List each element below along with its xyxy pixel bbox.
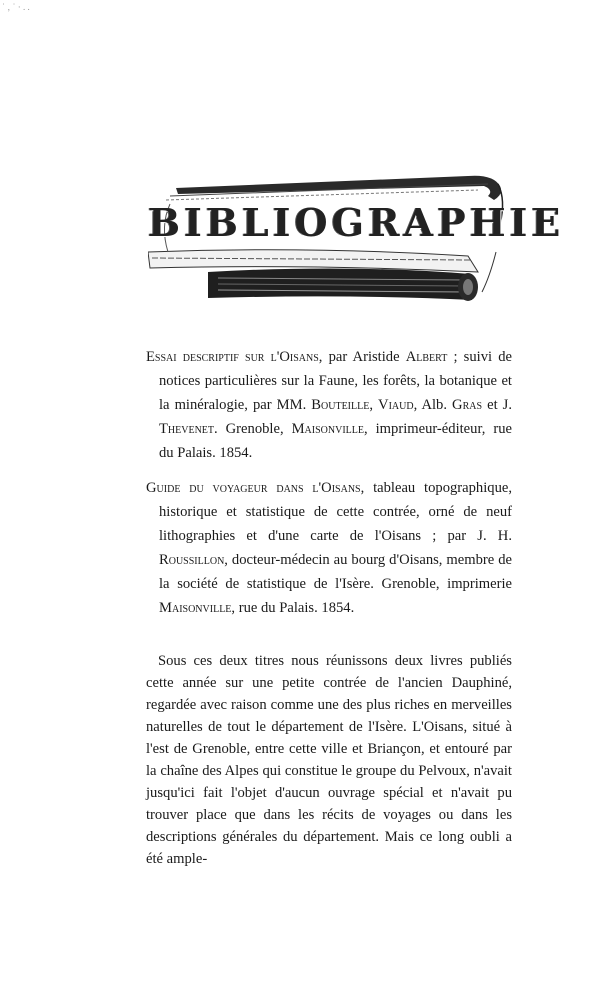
entry-coauthor: Viaud	[378, 397, 414, 413]
entry-text	[146, 345, 512, 465]
entry-publisher: Maisonville	[159, 600, 232, 616]
entry-coauthor: Bouteille	[311, 397, 370, 413]
entry-author: Albert	[405, 349, 448, 365]
body-text	[146, 650, 512, 870]
entry-coauthor: Gras	[452, 397, 483, 413]
entry-text-segment: , rue du Palais. 1854.	[231, 600, 355, 616]
entry-text-segment: et J.	[482, 397, 512, 413]
entry-author: Roussillon	[159, 552, 225, 568]
entry-text-segment: . Grenoble,	[214, 421, 292, 437]
entry-text-segment: , tableau topographique, historique et statistique de cette contrée, orné de neuf lithographies et d'une carte de l'Oisans ; par J. H.	[159, 480, 513, 544]
scan-edge-mark: ˙ ‚ ˙ · . .	[2, 2, 30, 12]
entry-text-segment: , par Aristide	[318, 349, 406, 365]
entry-coauthor: Thevenet	[159, 421, 215, 437]
entry-text	[146, 476, 512, 620]
entry-text-segment: ,	[369, 397, 379, 413]
bibliography-banner	[148, 160, 565, 310]
entry-publisher: Maisonville	[291, 421, 364, 437]
entry-text-segment: , docteur-médecin au bourg d'Oisans, membre de la société de statistique de l'Isère. Grenoble, imprimerie	[159, 552, 512, 592]
entry-text-segment: , imprimeur-éditeur, rue du Palais. 1854.	[159, 421, 512, 461]
body-paragraph: Sous ces deux titres nous réunissons deux livres publiés cette année sur une petite contrée de l'ancien Dauphiné, regardée avec raison comme une des plus riches en merveilles naturelles de tout le département de l'Isère. L'Oisans, situé à l'est de Grenoble, entre cette ville et Briançon, et entouré par la chaîne des Alpes qui constitue le groupe du Pelvoux, n'avait jusqu'ici fait l'objet d'aucun ouvrage spécial et n'avait pu trouver place que dans les récits de voyages ou dans les descriptions générales du département. Mais ce long oubli a été ample-	[146, 653, 512, 867]
bibliography-entry	[146, 476, 512, 620]
banner-title: BIBLIOGRAPHIE	[148, 200, 565, 245]
entry-title: Essai descriptif sur l'Oisans	[146, 349, 319, 365]
entry-title: Guide du voyageur dans l'Oisans	[146, 480, 361, 496]
entry-text-segment: , Alb.	[413, 397, 453, 413]
entry-text-segment: ; suivi de notices particulières sur la Faune, les forêts, la botanique et la minéralogie, par MM.	[159, 349, 512, 413]
bibliography-entry	[146, 345, 512, 465]
